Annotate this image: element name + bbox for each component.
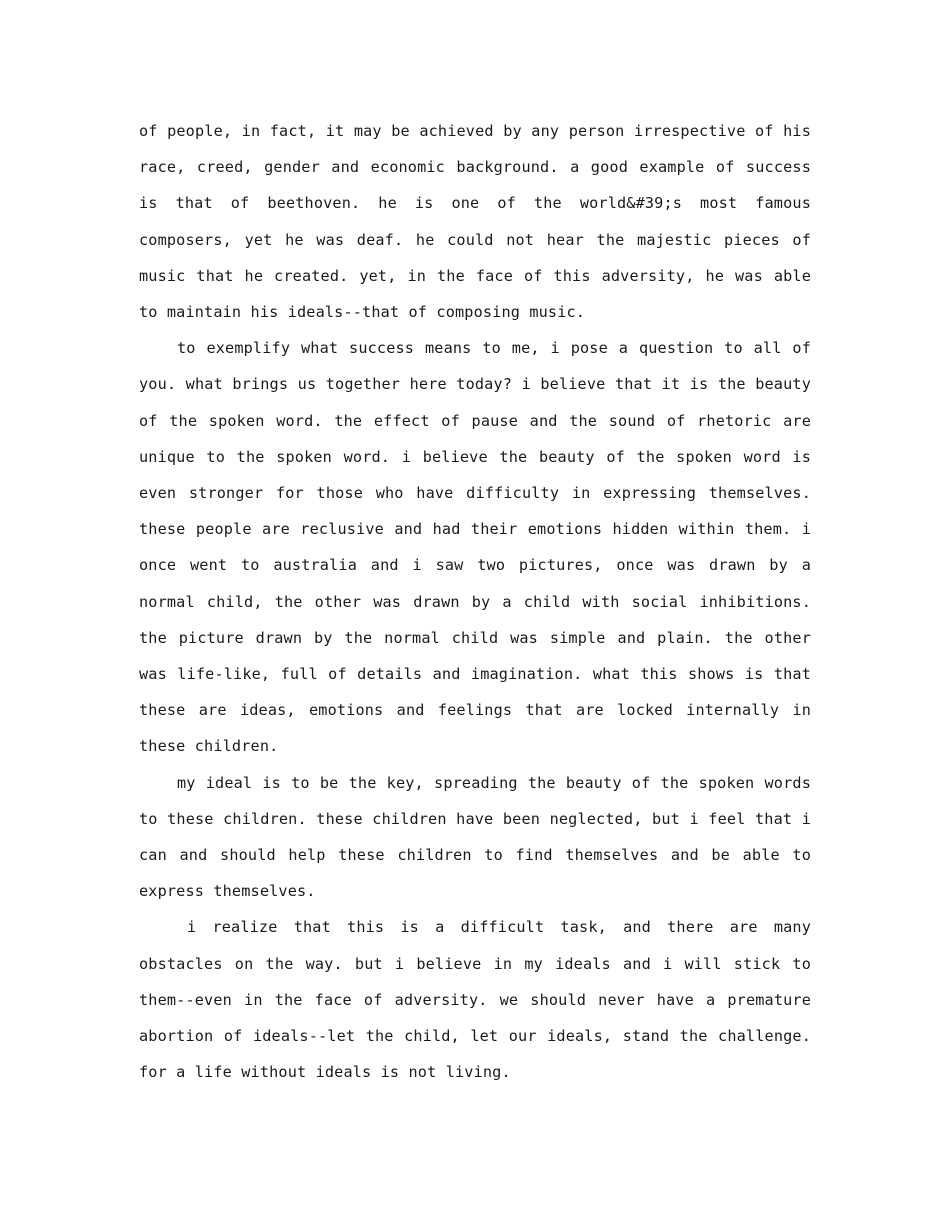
paragraph-3: my ideal is to be the key, spreading the beauty of the spoken words to these children. these children have been neglected, but i feel that i can and should help these children to find themselves and be able to express themselves. (139, 773, 811, 901)
paragraph-1: of people, in fact, it may be achieved by any person irrespective of his race, creed, gender and economic background. a good example of success is that of beethoven. he is one of the world&#39;s most famous composers, yet he was deaf. he could not hear the majestic pieces of music that he created. yet, in the face of this adversity, he was able to maintain his ideals--that of composing music. (139, 122, 811, 322)
paragraph-2: to exemplify what success means to me, i pose a question to all of you. what brings us together here today? i believe that it is the beauty of the spoken word. the effect of pause and the sound of rhetoric are unique to the spoken word. i believe the beauty of the spoken word is even stronger for those who have difficulty in expressing themselves. these people are reclusive and had their emotions hidden within them. i once went to australia and i saw two pictures, once was drawn by a normal child, the other was drawn by a child with social inhibitions. the picture drawn by the normal child was simple and plain. the other was life-like, full of details and imagination. what this shows is that these are ideas, emotions and feelings that are locked internally in these children. (139, 339, 811, 756)
paragraph-4: i realize that this is a difficult task, and there are many obstacles on the way. but i believe in my ideals and i will stick to them--even in the face of adversity. we should never have a premature abortion of ideals--let the child, let our ideals, stand the challenge. for a life without ideals is not living. (139, 918, 811, 1082)
document-body (139, 113, 811, 1090)
